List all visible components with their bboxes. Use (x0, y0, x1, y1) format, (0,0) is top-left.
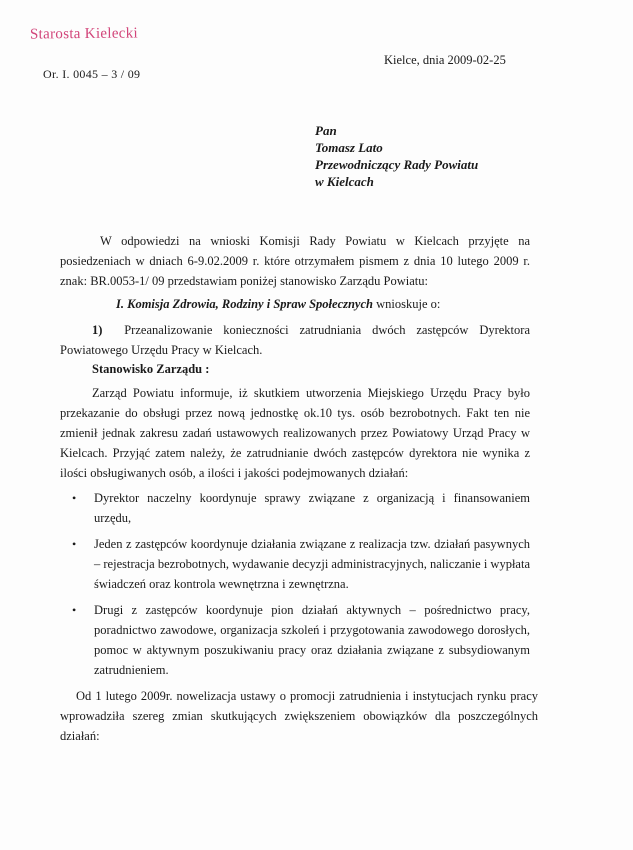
addressee-location: w Kielcach (315, 174, 374, 189)
commission-line (116, 297, 440, 312)
addressee-block (315, 122, 478, 190)
bullet-icon: • (72, 603, 77, 617)
list-item (60, 600, 530, 680)
list-item (60, 534, 530, 594)
duties-list (60, 488, 530, 686)
commission-suffix: wnioskuje o: (372, 297, 441, 311)
addressee-title: Przewodniczący Rady Powiatu (315, 157, 479, 172)
list-item-text: Drugi z zastępców koordynuje pion działań aktywnych – pośrednictwo pracy, poradnictwo zawodowe, organizacja szkoleń i przygotowania zawodowego dorosłych, pomoc w aktywnym poszukiwaniu pracy oraz działania związane z subsydiowanym zatrudnieniem. (94, 603, 530, 677)
closing-paragraph: Od 1 lutego 2009r. nowelizacja ustawy o promocji zatrudnienia i instytucjach rynku pracy wprowadziła szereg zmian skutkujących zwiększeniem obowiązków dla poszczególnych działań: (60, 689, 538, 743)
addressee-name: Tomasz Lato (315, 140, 383, 155)
list-item (60, 488, 530, 528)
list-item-text: Jeden z zastępców koordynuje działania związane z realizacja tzw. działań pasywnych – rejestracja bezrobotnych, wydawanie decyzji administracyjnych, naliczanie i wypłata świadczeń oraz kontrola wewnętrzna i zewnętrzna. (94, 537, 530, 591)
intro-paragraph: W odpowiedzi na wnioski Komisji Rady Powiatu w Kielcach przyjęte na posiedzeniach w dniach 6-9.02.2009 r. które otrzymałem pismem z dnia 10 lutego 2009 r. znak: BR.0053-1/ 09 przedstawiam poniżej stanowisko Zarządu Powiatu: (60, 234, 530, 288)
stance-heading: Stanowisko Zarządu : (92, 362, 210, 376)
reference-number: Or. I. 0045 – 3 / 09 (43, 67, 141, 81)
sender-stamp: Starosta Kielecki (29, 25, 139, 43)
point-text: Przeanalizowanie konieczności zatrudniania dwóch zastępców Dyrektora Powiatowego Urzędu Pracy w Kielcach. (60, 323, 530, 357)
point-paragraph (60, 320, 530, 360)
list-item-text: Dyrektor naczelny koordynuje sprawy związane z organizacją i finansowaniem urzędu, (94, 491, 530, 525)
addressee-salutation: Pan (315, 123, 337, 138)
bullet-icon: • (72, 491, 77, 505)
commission-label: I. Komisja Zdrowia, Rodziny i Spraw Społecznych (116, 297, 373, 311)
bullet-icon: • (72, 537, 77, 551)
letter-date: Kielce, dnia 2009-02-25 (384, 53, 506, 67)
stance-paragraph: Zarząd Powiatu informuje, iż skutkiem utworzenia Miejskiego Urzędu Pracy było przekazanie do obsługi przez nową jednostkę ok.10 tys. osób bezrobotnych. Fakt ten nie zmienił jednak zakresu zadań ustawowych realizowanych przez Powiatowy Urząd Pracy w Kielcach. Przyjąć zatem należy, że zatrudnianie dwóch zastępców dyrektora nie wynika z ilości obsługiwanych osób, a ilości i jakości podejmowanych działań: (60, 386, 530, 480)
point-number: 1) (92, 323, 103, 337)
